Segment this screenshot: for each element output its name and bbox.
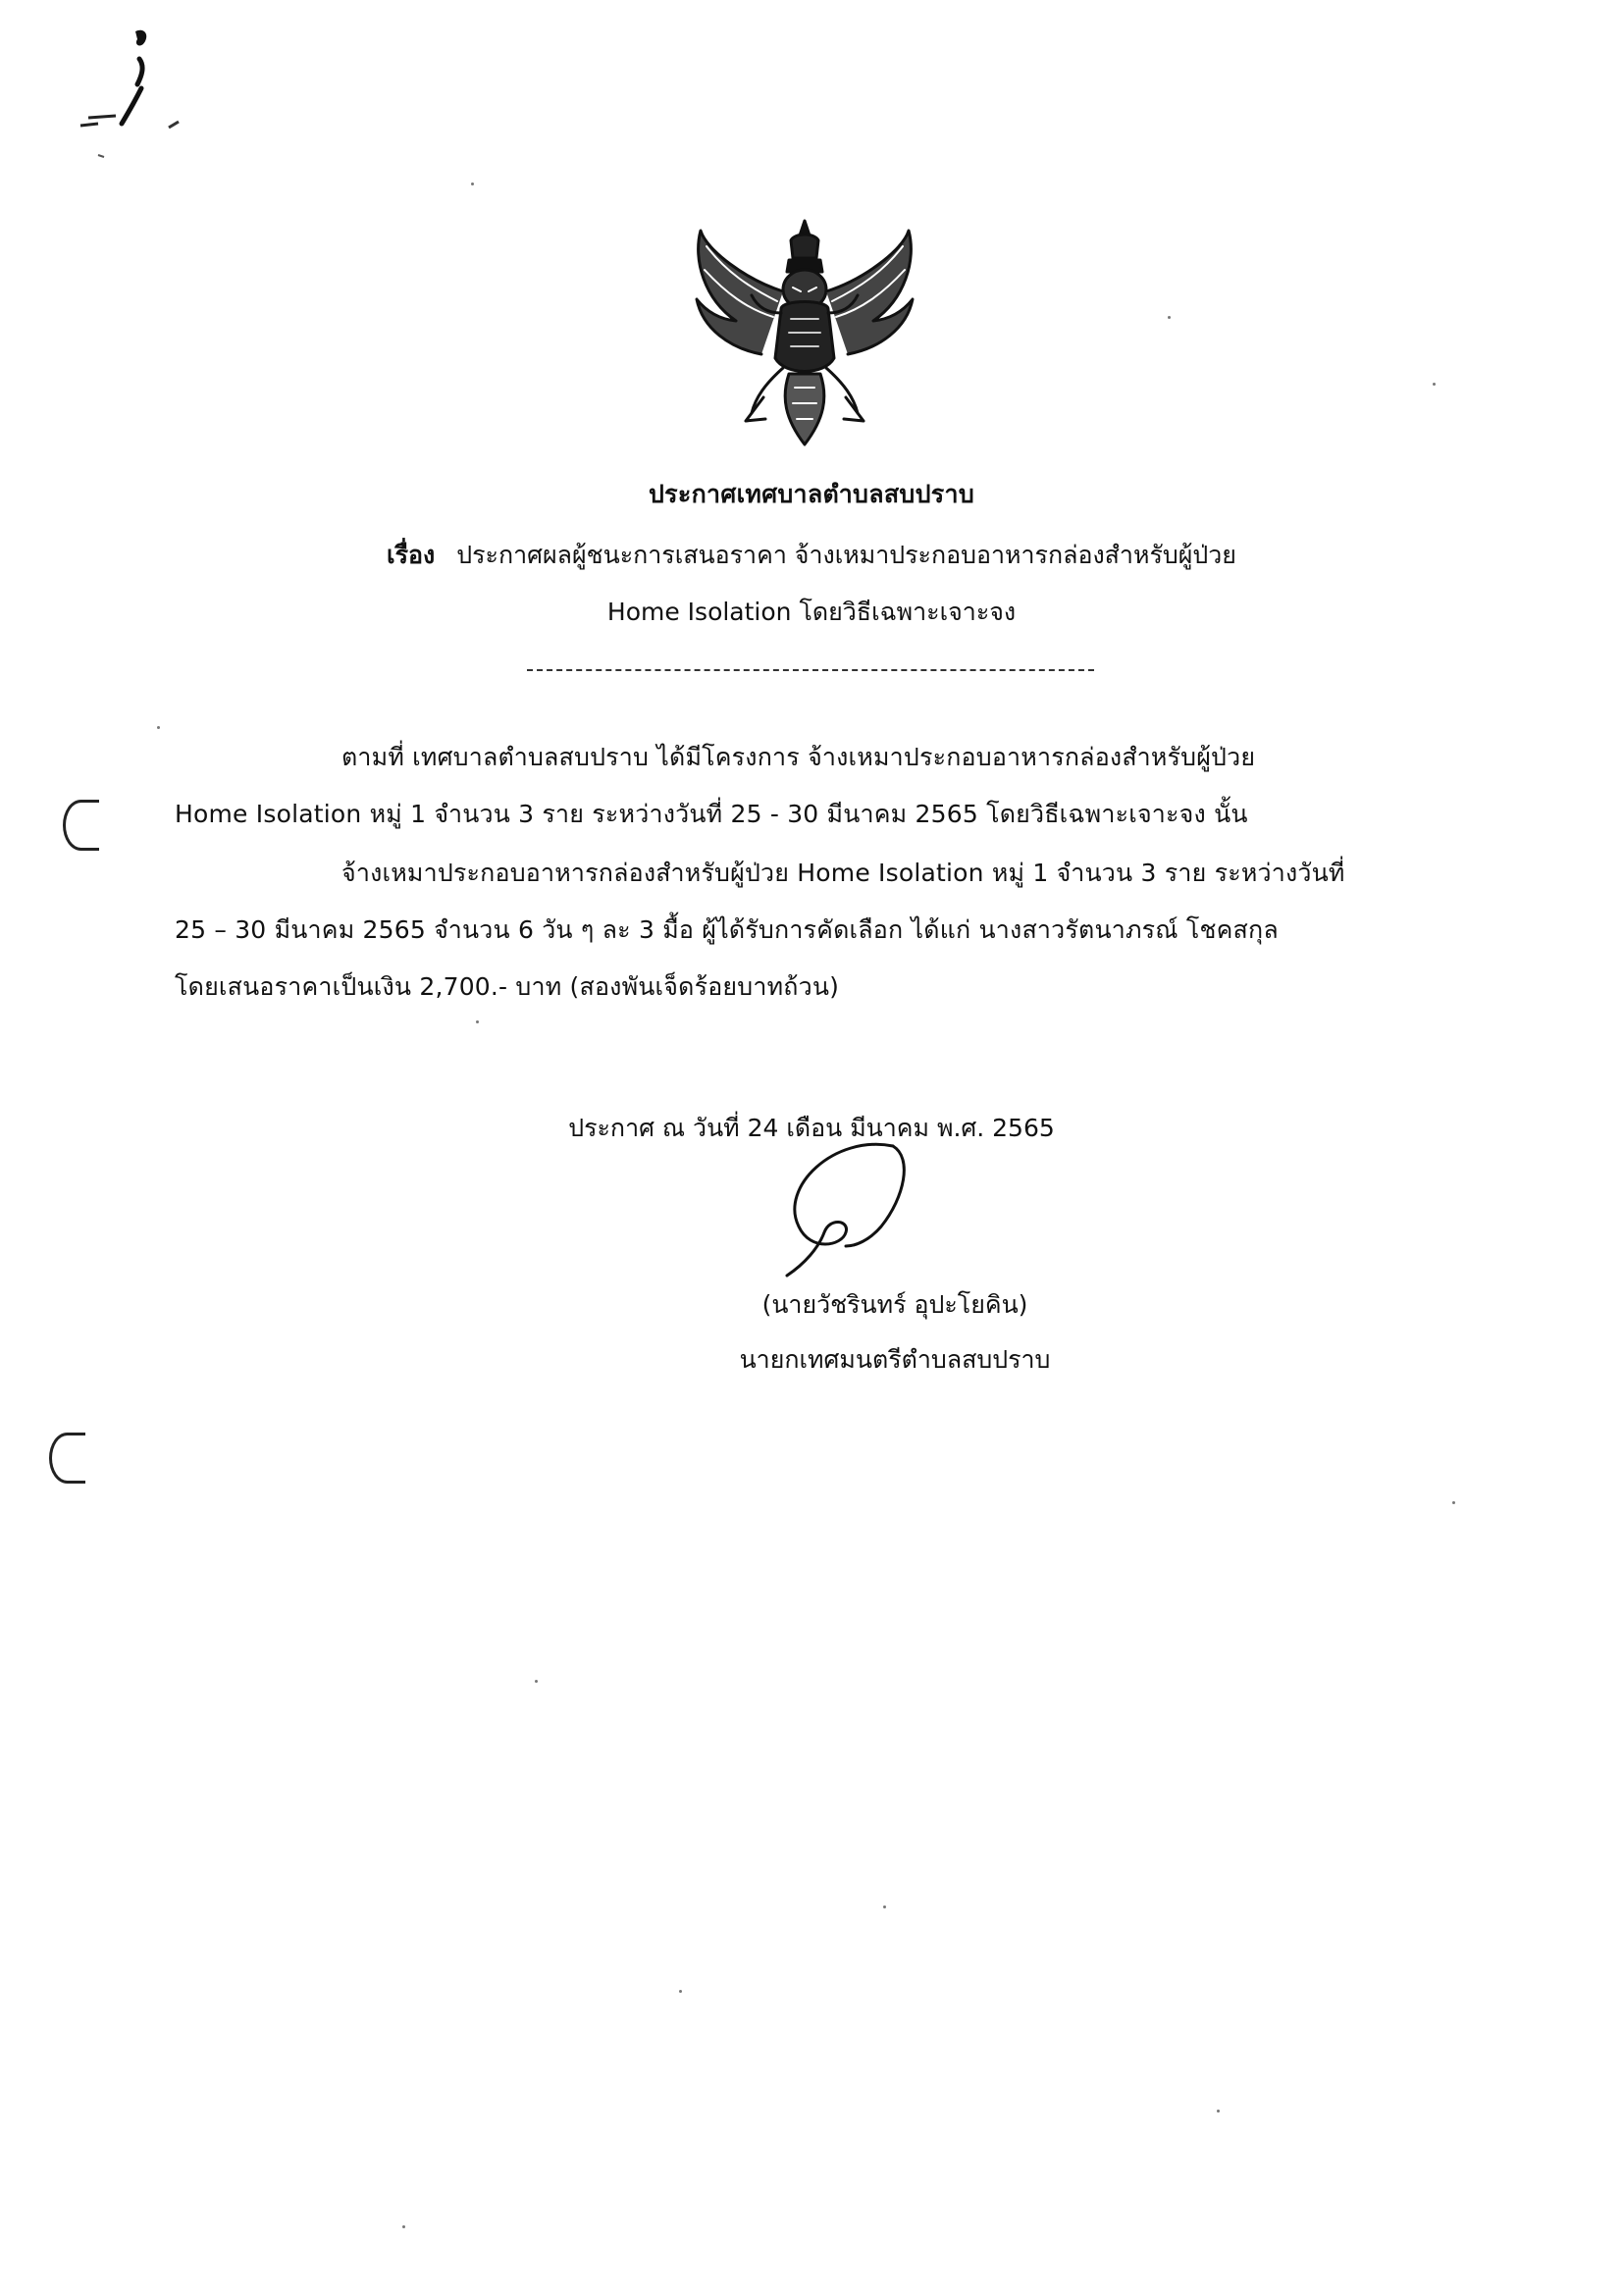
subject-text: ประกาศผลผู้ชนะการเสนอราคา จ้างเหมาประกอบอาหารกล่องสำหรับผู้ป่วย [456,541,1236,569]
punch-hole-mark [49,1433,85,1484]
scan-speck [679,1990,682,1993]
paragraph-1-line-2: Home Isolation หมู่ 1 จำนวน 3 ราย ระหว่างวันที่ 25 - 30 มีนาคม 2565 โดยวิธีเฉพาะเจาะจง นั้น [175,800,1248,828]
scan-speck [476,1020,479,1023]
scan-speck [535,1680,538,1683]
scan-mark [59,20,196,167]
subject-line-continued: Home Isolation โดยวิธีเฉพาะเจาะจง [606,598,1017,626]
scan-speck [402,2225,405,2228]
scan-speck [1433,383,1436,386]
scan-speck [1168,316,1171,319]
subject-label: เรื่อง [387,541,436,569]
scan-speck [157,726,160,729]
paragraph-2-line-1: จ้างเหมาประกอบอาหารกล่องสำหรับผู้ป่วย Home Isolation หมู่ 1 จำนวน 3 ราย ระหว่างวันที่ [341,859,1345,887]
signer-position: นายกเทศมนตรีตำบลสบปราบ [739,1345,1051,1374]
header-divider [527,669,1094,671]
paragraph-2-line-2: 25 – 30 มีนาคม 2565 จำนวน 6 วัน ๆ ละ 3 มื้อ ผู้ได้รับการคัดเลือก ได้แก่ นางสาวรัตนาภรณ์ โชคสกุล [175,915,1279,944]
signature [775,1138,922,1280]
scan-speck [1452,1501,1455,1504]
scan-speck [471,183,474,185]
scan-speck [1217,2110,1220,2113]
paragraph-1-line-1: ตามที่ เทศบาลตำบลสบปราบ ได้มีโครงการ จ้างเหมาประกอบอาหารกล่องสำหรับผู้ป่วย [341,743,1256,771]
punch-hole-mark [63,800,99,851]
announcement-title: ประกาศเทศบาลตำบลสบปราบ [649,480,974,508]
announcement-date: ประกาศ ณ วันที่ 24 เดือน มีนาคม พ.ศ. 2565 [568,1114,1055,1142]
scan-speck [883,1905,886,1908]
paragraph-2-line-3: โดยเสนอราคาเป็นเงิน 2,700.- บาท (สองพันเจ็ดร้อยบาทถ้วน) [175,972,840,1001]
signer-name: (นายวัชรินทร์ อุปะโยคิน) [761,1290,1028,1319]
subject-line [0,536,1623,575]
garuda-emblem-icon [687,211,922,451]
